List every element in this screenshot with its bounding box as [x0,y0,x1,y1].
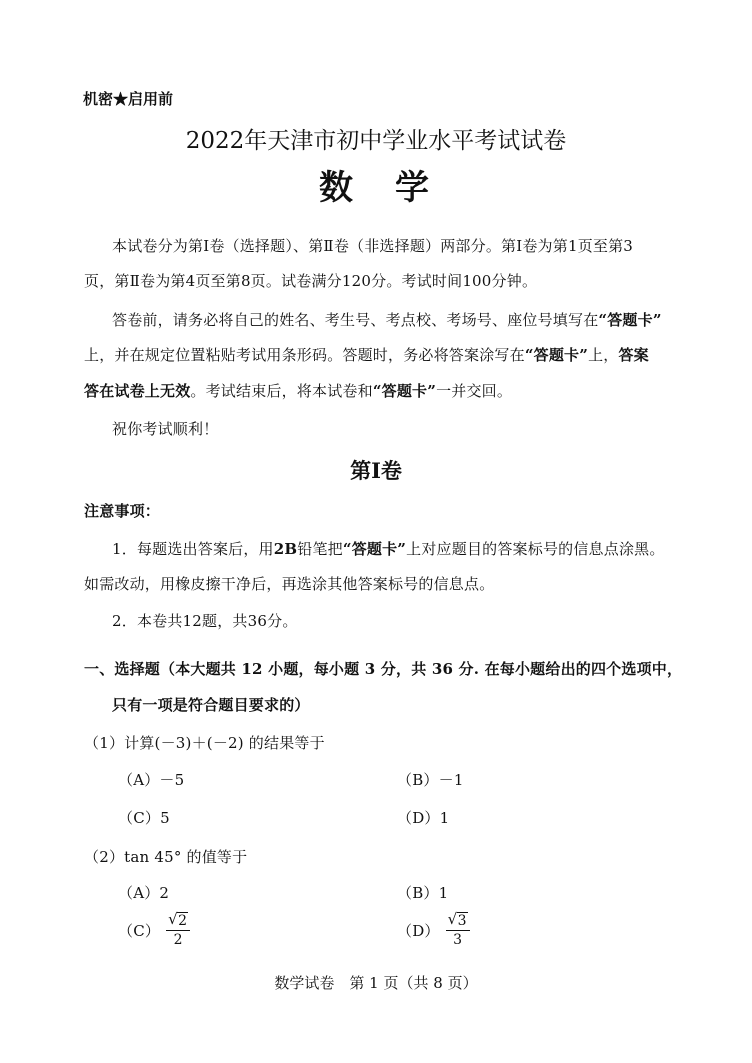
good-luck-text: 祝你考试顺利！ [112,420,219,438]
fraction-sqrt2-over-2 [166,912,190,949]
intro-p2-line2 [84,344,649,365]
invalid-answer-emphasis: 答案 [618,346,649,364]
intro-p2-line3-text: 一并交回。 [436,382,513,400]
exam-title: 2022年天津市初中学业水平考试试卷 [185,128,567,154]
pencil-type: 2B [273,540,298,558]
intro-p2-line2-text: 上， [588,346,619,364]
question-2-option-b: （B）1 [397,884,449,902]
page-footer: 数学试卷 第 1 页（共 8 页） [274,974,478,992]
note-1-line2: 如需改动，用橡皮擦干净后，再选涂其他答案标号的信息点。 [84,575,495,593]
question-2-option-c [118,912,190,949]
question-1-option-c: （C）5 [118,809,170,827]
part1-heading-line1: 一、选择题（本大题共 12 小题，每小题 3 分，共 36 分. 在每小题给出的四个选项中， [84,660,683,678]
answer-card-emphasis: “答题卡” [342,540,407,558]
notes-heading: 注意事项： [84,502,161,520]
option-c-label: （C） [118,922,161,940]
note-1-text: 上对应题目的答案标号的信息点涂黑。 [406,540,665,558]
question-1-option-b: （B）－1 [397,771,464,789]
note-1-text: 铅笔把 [297,540,343,558]
denominator: 2 [173,932,183,948]
answer-card-emphasis: “答题卡” [524,346,589,364]
intro-p1-line1: 本试卷分为第Ⅰ卷（选择题）、第Ⅱ卷（非选择题）两部分。第Ⅰ卷为第1页至第3 [112,237,634,255]
answer-card-emphasis: “答题卡” [372,382,437,400]
radical-sign: √ [447,910,458,928]
radicand: 3 [457,913,467,929]
question-2-option-a: （A）2 [118,884,170,902]
intro-p2-line1 [112,309,662,330]
subject-title: 数 学 [319,168,433,208]
question-1-option-a: （A）－5 [118,771,185,789]
part1-heading-line2: 只有一项是符合题目要求的） [112,696,310,714]
question-1-option-d: （D）1 [397,809,450,827]
confidential-label: 机密★启用前 [83,90,174,108]
option-d-label: （D） [397,922,440,940]
question-2-option-d [397,912,470,949]
invalid-answer-emphasis: 答在试卷上无效 [84,382,191,400]
note-1-text: 1．每题选出答案后，用 [112,540,274,558]
question-2-stem: （2）tan 45° 的值等于 [84,848,248,866]
radicand: 2 [178,913,188,929]
radical-sign: √ [168,910,178,928]
section-title: 第Ⅰ卷 [350,458,402,483]
note-1-line1 [112,538,665,559]
intro-p2-line3-text: 。考试结束后，将本试卷和 [190,382,373,400]
intro-p2-line1-text: 答卷前，请务必将自己的姓名、考生号、考点校、考场号、座位号填写在 [112,311,599,329]
intro-p2-line3 [84,380,512,401]
intro-p2-line2-text: 上，并在规定位置粘贴考试用条形码。答题时，务必将答案涂写在 [84,346,525,364]
note-2: 2．本卷共12题，共36分。 [112,612,298,630]
answer-card-emphasis: “答题卡” [598,311,662,329]
denominator: 3 [453,932,463,948]
intro-p1-line2: 页，第Ⅱ卷为第4页至第8页。试卷满分120分。考试时间100分钟。 [84,272,538,290]
fraction-sqrt3-over-3 [446,912,470,949]
question-1-stem: （1）计算(－3)＋(－2) 的结果等于 [84,734,325,752]
